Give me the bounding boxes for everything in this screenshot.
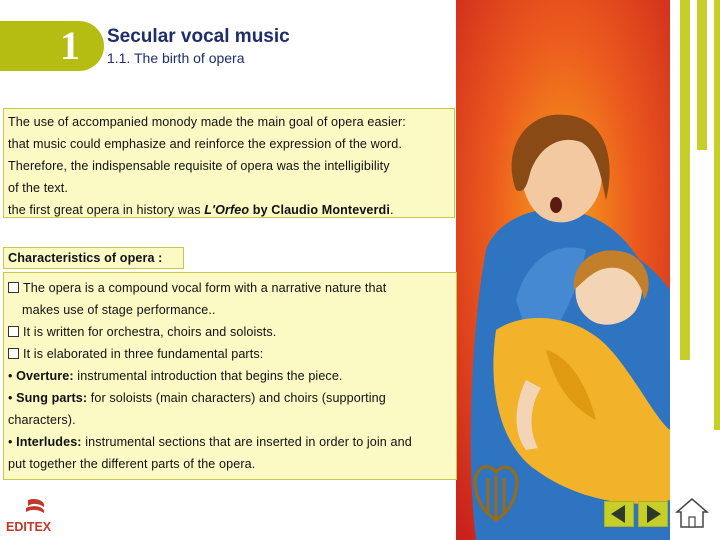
bullet-icon: • — [8, 369, 17, 383]
characteristic-line — [8, 365, 343, 387]
characteristic-text: The opera is a compound vocal form with a narrative nature that — [23, 281, 387, 295]
characteristic-line — [8, 431, 412, 453]
chapter-number: 1 — [60, 23, 80, 68]
decorative-stripe — [697, 0, 707, 150]
home-button[interactable] — [675, 497, 709, 529]
page-subtitle: 1.1. The birth of opera — [107, 50, 245, 66]
checkbox-bullet-icon — [8, 326, 19, 337]
intro-line: of the text. — [8, 181, 69, 195]
characteristic-text: It is elaborated in three fundamental parts: — [23, 347, 264, 361]
characteristic-text: instrumental sections that are inserted in order to join and — [81, 435, 412, 449]
page-title: Secular vocal music — [107, 26, 290, 47]
next-button[interactable] — [638, 501, 668, 527]
characteristic-term: Overture: — [16, 369, 74, 383]
characteristic-text: put together the different parts of the opera. — [8, 457, 256, 471]
characteristic-text: instrumental introduction that begins the piece. — [73, 369, 343, 383]
characteristic-text: for soloists (main characters) and choirs (supporting — [87, 391, 386, 405]
characteristic-term: Interludes: — [16, 435, 82, 449]
intro-prefix: the first great opera in history was — [8, 203, 205, 217]
decorative-stripe — [714, 0, 720, 430]
orfeo-illustration — [456, 0, 670, 540]
bullet-icon: • — [8, 391, 17, 405]
characteristic-term: Sung parts: — [16, 391, 88, 405]
composer-text: by Claudio Monteverdi — [249, 203, 390, 217]
decorative-stripe — [680, 0, 690, 360]
intro-line: that music could emphasize and reinforce the expression of the word. — [8, 137, 402, 151]
characteristic-line — [8, 453, 255, 475]
characteristic-line — [8, 343, 263, 365]
intro-line: The use of accompanied monody made the main goal of opera easier: — [8, 115, 406, 129]
bullet-icon: • — [8, 435, 17, 449]
editex-logo — [6, 498, 62, 534]
intro-text-box — [3, 108, 455, 218]
home-icon — [675, 497, 709, 529]
checkbox-bullet-icon — [8, 282, 19, 293]
characteristic-text: makes use of stage performance.. — [22, 303, 216, 317]
characteristics-box — [3, 272, 457, 480]
characteristic-line — [8, 387, 386, 409]
intro-line-opera — [8, 199, 394, 221]
characteristic-text: It is written for orchestra, choirs and soloists. — [23, 325, 277, 339]
characteristic-line — [8, 409, 76, 431]
period: . — [389, 203, 394, 217]
arrow-right-icon — [639, 502, 667, 526]
characteristic-line — [8, 321, 276, 343]
opera-title: L'Orfeo — [204, 203, 250, 217]
characteristic-line — [8, 277, 386, 299]
logo-text: EDITEX — [6, 520, 52, 534]
arrow-left-icon — [605, 502, 633, 526]
characteristics-heading: Characteristics of opera : — [3, 247, 184, 269]
checkbox-bullet-icon — [8, 348, 19, 359]
characteristic-line — [22, 299, 216, 321]
intro-line: Therefore, the indispensable requisite of opera was the intelligibility — [8, 159, 390, 173]
characteristic-text: characters). — [8, 413, 76, 427]
previous-button[interactable] — [604, 501, 634, 527]
